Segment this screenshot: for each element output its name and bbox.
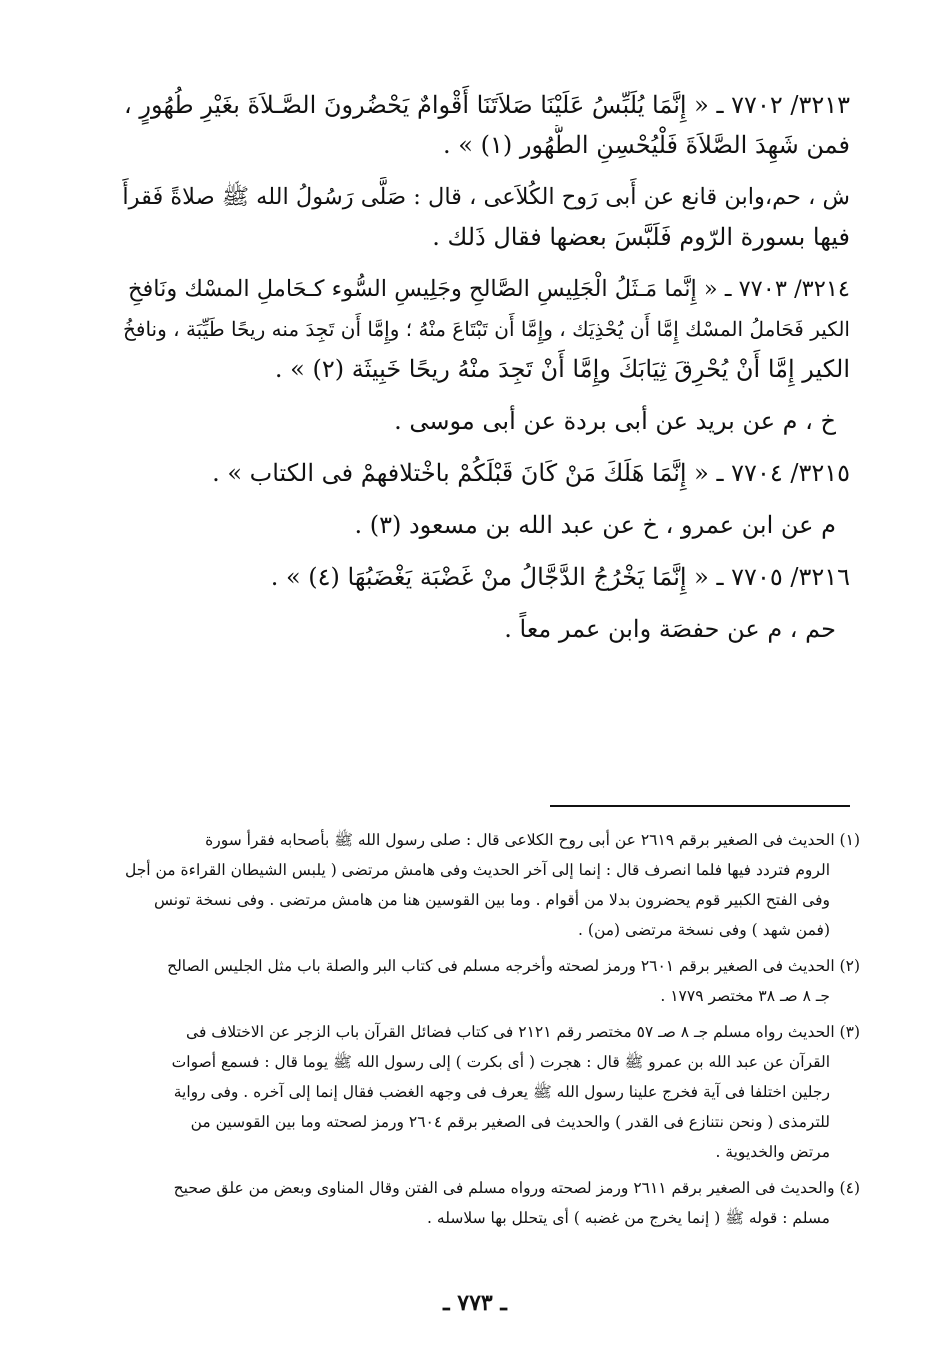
- footnote: [120, 1173, 860, 1233]
- footnote-line: القرآن عن عبد الله بن عمرو ﷺ قال : هجرت ( أى بكرت ) إلى رسول الله ﷺ يوما قال : فسمع أصوات: [171, 1053, 830, 1071]
- text-line: ٣٢١٣/ ٧٧٠٢ ـ « إِنَّمَا يُلَبِّسُ عَلَيْنَا صَلاَتَنَا أَقْوامٌ يَحْضُرونَ الصَّـلاَةَ بغَيْرِ طُهُورٍ ،: [124, 91, 850, 119]
- footnote-line: مسلم : قوله ﷺ ( إنما يخرج من غضبه ) أى يتحلل بها سلاسله .: [427, 1209, 830, 1227]
- footnote-line: رجلين اختلفا فى آية فخرج علينا رسول الله ﷺ يعرف فى وجهه الغضب فقال إنما إلى آخره . وفى رواية: [173, 1083, 830, 1101]
- footnote: [120, 951, 860, 1011]
- source-entry: [120, 505, 850, 545]
- text-line: ش ، حم،وابن قانع عن أَبى رَوح الكُلاَعى ، قال : صَلَّى رَسُولُ الله ﷺ صلاةً فَقرأَ: [122, 184, 850, 210]
- footnote-line: جـ ٨ صـ ٣٨ مختصر ١٧٧٩ .: [660, 987, 830, 1005]
- footnotes: [120, 825, 860, 1233]
- footnote-divider: [550, 805, 850, 807]
- hadith-entry: [120, 557, 850, 597]
- text-line: الكير فَحَاملُ المسْك إِمَّا أَن يُحْذِيَك ، وإِمَّا أَن تَبْتَاعَ منْهُ ؛ وإِمَّا أَن تَجِدَ منه ريحًا طَيِّبَة ، ونافخُ: [122, 317, 850, 341]
- page-number: ـ ٧٧٣ ـ: [443, 1290, 507, 1316]
- text-line: الكير إِمَّا أَنْ يُحْرِقَ ثِيَابَكَ وإِمَّا أَنْ تَجِدَ منْهُ ريحًا خَبِيثَة (٢) » .: [274, 355, 850, 383]
- footnote: [120, 1017, 860, 1167]
- footnote-line: للترمذى ( ونحن نتنازع فى القدر ) والحديث فى الصغير برقم ٢٦٠٤ ورمز لصحته وما بين القوسين من: [190, 1113, 830, 1131]
- footnote-line: الروم فتردد فيها فلما انصرف قال : إنما إلى آخر الحديث وفى هامش مرتضى ( يلبس الشيطان القراءة من أجل: [124, 861, 830, 879]
- footnote-line: وفى الفتح الكبير قوم يحضرون بدلا من أقوام . وما بين القوسين هنا من هامش مرتضى . وفى نسخة تونس: [153, 891, 830, 909]
- text-line: ٣٢١٦/ ٧٧٠٥ ـ « إِنَّمَا يَخْرُجُ الدَّجَّالُ منْ غَضْبَة يَغْضَبُهَا (٤) » .: [270, 563, 850, 591]
- footnote-line: (٤) والحديث فى الصغير برقم ٢٦١١ ورمز لصحته ورواه مسلم فى الفتن وقال المناوى وبعض من علق صحيح: [173, 1179, 860, 1197]
- text-line: فمن شَهِدَ الصَّلاَةَ فَلْيُحْسِنِ الطُّهُور (١) » .: [443, 131, 850, 159]
- hadith-entry: [120, 453, 850, 493]
- footnote-line: (١) الحديث فى الصغير برقم ٢٦١٩ عن أبى روح الكلاعى قال : صلى رسول الله ﷺ بأصحابه فقرأ سورة: [205, 831, 860, 849]
- text-line: م عن ابن عمرو ، خ عن عبد الله بن مسعود (٣) .: [354, 511, 836, 539]
- text-line: ٣٢١٥/ ٧٧٠٤ ـ « إِنَّمَا هَلَكَ مَنْ كَانَ قَبْلَكُمْ باخْتلافهمْ فى الكتاب » .: [212, 459, 850, 487]
- footnote-line: (فمن شهد ) وفى نسخة مرتضى (من) .: [578, 921, 830, 939]
- footnote-line: (٢) الحديث فى الصغير برقم ٢٦٠١ ورمز لصحته وأخرجه مسلم فى كتاب البر والصلة باب مثل الجليس الصالح: [167, 957, 860, 975]
- main-text: [120, 85, 850, 765]
- source-entry: [120, 401, 850, 441]
- footnote-line: (٣) الحديث رواه مسلم جـ ٨ صـ ٥٧ مختصر رقم ٢١٢١ فى كتاب فضائل القرآن باب الزجر عن الاختلاف فى: [186, 1023, 860, 1041]
- text-line: فيها بسورة الرّوم فَلَبَّسَ بعضها فقال ذَلك .: [432, 223, 850, 251]
- text-line: خ ، م عن بريد عن أبى بردة عن أبى موسى .: [394, 407, 836, 435]
- footnote: [120, 825, 860, 945]
- source-entry: [120, 177, 850, 257]
- source-entry: [120, 609, 850, 649]
- text-line: حم ، م عن حفصَة وابن عمر معاً .: [504, 615, 836, 643]
- hadith-entry: [120, 269, 850, 389]
- text-line: ٣٢١٤/ ٧٧٠٣ ـ « إِنَّما مَـثَلُ الْجَلِيسِ الصَّالحِ وجَلِيسِ السُّوء كـحَاملِ المسْك ونَافخِ: [128, 276, 850, 302]
- footnote-line: مرتض والخديوية .: [715, 1143, 830, 1161]
- hadith-entry: [120, 85, 850, 165]
